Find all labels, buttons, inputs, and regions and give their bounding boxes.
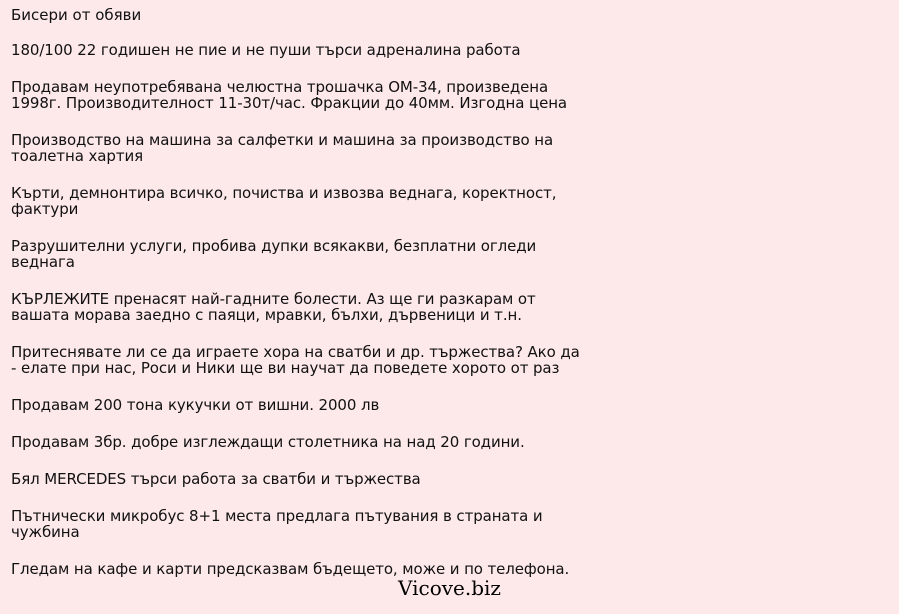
ad-item-3: Производство на машина за салфетки и машина за производство на тоалетна хартия (11, 131, 554, 165)
ad-item-10: Бял MERCEDES търси работа за сватби и тържества (11, 470, 421, 488)
page-title: Бисери от обяви (11, 6, 142, 24)
page-content (11, 6, 881, 598)
ad-item-8: Продавам 200 тона кукучки от вишни. 2000 лв (11, 396, 380, 414)
ad-item-7: Притеснявате ли се да играете хора на сватби и др. тържества? Ако да - елате при нас, Роси и Ники ще ви научат да поведете хорото от раз (11, 343, 580, 377)
ad-item-6: КЪРЛЕЖИТЕ пренасят най-гадните болести. Аз ще ги разкарам от вашата морава заедно с паяци, мравки, бълхи, дървеници и т.н. (11, 290, 536, 324)
ad-item-11: Пътнически микробус 8+1 места предлага пътувания в страната и чужбина (11, 507, 543, 541)
ad-item-1: 180/100 22 годишен не пие и не пуши търси адреналина работа (11, 41, 521, 59)
site-watermark: Vicove.biz (398, 576, 501, 600)
ads-list (11, 42, 881, 577)
ad-item-9: Продавам 3бр. добре изглеждащи столетника на над 20 години. (11, 433, 525, 451)
ad-item-4: Кърти, демнонтира всичко, почиства и извозва веднага, коректност, фактури (11, 184, 557, 218)
ad-item-12: Гледам на кафе и карти предсказвам бъдещето, може и по телефона. (11, 560, 570, 578)
ad-item-2: Продавам неупотребявана челюстна трошачка ОМ-34, произведена 1998г. Производителност 11-30т/час. Фракции до 40мм. Изгодна цена (11, 78, 568, 112)
ad-item-5: Разрушителни услуги, пробива дупки всякакви, безплатни огледи веднага (11, 237, 537, 271)
